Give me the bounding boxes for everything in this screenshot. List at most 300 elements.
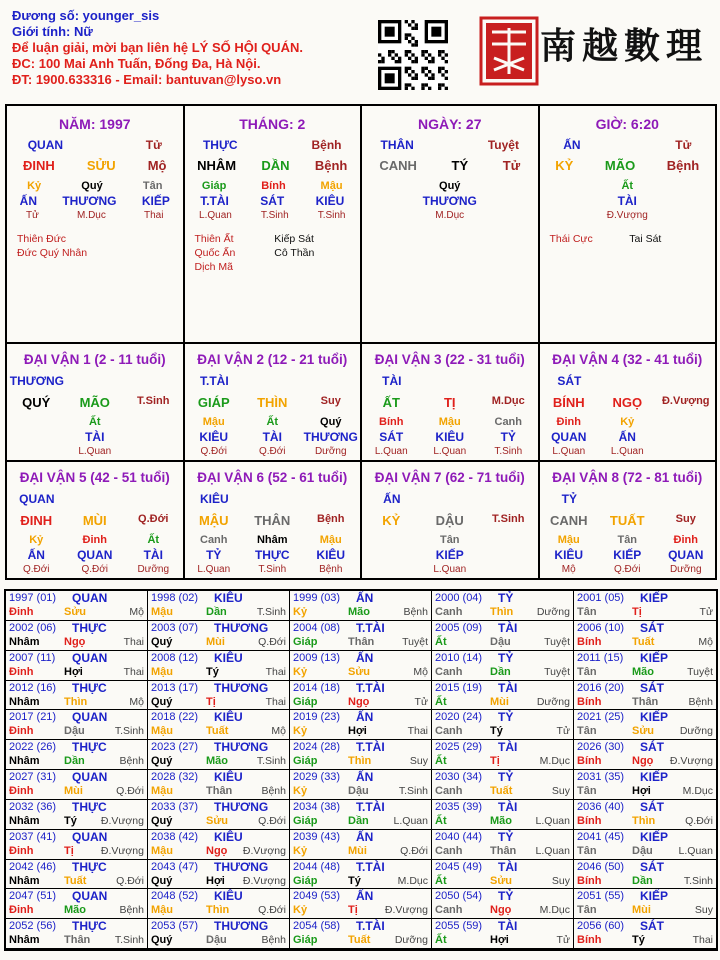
- year-cell[interactable]: [148, 681, 290, 711]
- pillar-row: [185, 180, 361, 192]
- year-ten-god: TÀI: [498, 859, 518, 874]
- luck-god-row: [7, 374, 183, 388]
- hidden-stem: Nhâm: [256, 534, 288, 546]
- year-stem: Tân: [577, 844, 597, 857]
- year-phase: Mộ: [129, 695, 144, 708]
- hidden-god: THƯƠNG: [303, 430, 358, 444]
- year-cell[interactable]: [6, 919, 148, 949]
- year-ten-god: TỶ: [498, 889, 514, 904]
- hidden-stem: Quý: [320, 416, 342, 428]
- heavenly-stem: KỶ: [555, 158, 574, 173]
- year-label: 2040 (44): [435, 830, 483, 843]
- luck-cycle-5: [7, 462, 185, 580]
- pillar-title: NGÀY: 27: [417, 116, 482, 132]
- year-label: 2020 (24): [435, 711, 483, 724]
- hidden-stem: Mậu: [319, 534, 342, 546]
- year-cell[interactable]: [432, 889, 574, 919]
- life-stage: Bệnh: [311, 138, 342, 152]
- year-branch: Ngọ: [64, 635, 86, 648]
- year-branch: Mùi: [632, 904, 651, 917]
- hidden-god: KIÊU: [199, 430, 229, 444]
- year-cell[interactable]: [432, 830, 574, 860]
- life-stage: Tử: [675, 138, 692, 152]
- year-ten-god: SÁT: [640, 919, 664, 934]
- year-label: 1998 (02): [151, 592, 199, 604]
- year-cell[interactable]: [290, 889, 432, 919]
- hidden-god: KIÊU: [554, 548, 584, 562]
- hidden-god: ẤN: [19, 194, 37, 208]
- year-label: 2009 (13): [293, 651, 341, 664]
- year-cell[interactable]: [432, 919, 574, 949]
- hidden-stem: Bính: [379, 416, 404, 428]
- year-phase: T.Sinh: [256, 755, 286, 768]
- year-branch: Ngọ: [206, 844, 228, 857]
- life-stage: Tuyệt: [487, 138, 519, 152]
- year-cell[interactable]: [574, 740, 716, 770]
- year-cell[interactable]: [432, 740, 574, 770]
- year-stem: Bính: [577, 635, 602, 648]
- year-phase: Tuyệt: [544, 635, 570, 648]
- luck-pillar-row: [540, 395, 716, 410]
- luck-title: ĐẠI VẬN 2 (12 - 21 tuổi): [197, 352, 348, 367]
- year-stem: Kỷ: [293, 665, 308, 678]
- hidden-god: [362, 548, 420, 562]
- luck-god-row: [362, 374, 538, 388]
- year-cell[interactable]: [148, 651, 290, 681]
- year-label: 2026 (30): [577, 741, 625, 754]
- year-label: 2005 (09): [435, 621, 483, 634]
- red-seal-icon: [478, 14, 540, 88]
- star-item: Cô Thần: [274, 247, 315, 259]
- ten-god: ẤN: [563, 138, 581, 152]
- year-ten-god: QUAN: [72, 770, 108, 784]
- year-cell[interactable]: [6, 651, 148, 681]
- luck-title: ĐẠI VẬN 5 (42 - 51 tuổi): [19, 470, 170, 485]
- year-stem: Canh: [435, 844, 463, 857]
- year-ten-god: T.TÀI: [356, 620, 385, 635]
- hidden-phase: T.Sinh: [317, 210, 346, 221]
- year-cell[interactable]: [290, 710, 432, 740]
- luck-hidden-row: [540, 534, 716, 546]
- hidden-stem: Tân: [617, 534, 638, 546]
- hidden-phase: Q.Đới: [22, 564, 50, 575]
- year-label: 2048 (52): [151, 890, 199, 903]
- hidden-phase: [362, 564, 420, 575]
- year-cell[interactable]: [574, 651, 716, 681]
- hidden-phase: L.Quan: [374, 446, 408, 457]
- hidden-stem: [362, 534, 420, 546]
- year-cell[interactable]: [290, 919, 432, 949]
- year-phase: Đ.Vượng: [100, 844, 144, 857]
- year-cell[interactable]: [6, 621, 148, 651]
- year-branch: Dần: [490, 665, 511, 678]
- year-phase: Đ.Vượng: [384, 904, 428, 917]
- year-stem: Quý: [151, 635, 173, 648]
- hidden-god: THỰC: [254, 548, 290, 562]
- hidden-god: [7, 430, 65, 444]
- year-phase: Thai: [265, 665, 286, 678]
- year-label: 2007 (11): [9, 651, 56, 664]
- year-label: 1999 (03): [293, 592, 341, 604]
- luck-pillar-row: [362, 513, 538, 528]
- year-ten-god: THỰC: [72, 859, 107, 874]
- year-cell[interactable]: [574, 591, 716, 621]
- year-label: 2042 (46): [9, 860, 57, 873]
- four-pillars: [7, 106, 715, 344]
- year-label: 2012 (16): [9, 681, 57, 694]
- luck-ten-god: TỶ: [561, 492, 578, 506]
- pillar-row: [362, 138, 538, 152]
- luck-phase: T.Sinh: [492, 513, 525, 525]
- luck-cycle-2: [185, 344, 363, 460]
- year-label: 2021 (25): [577, 711, 625, 724]
- hidden-god: QUAN: [551, 430, 587, 444]
- star-item: Quốc Ấn: [194, 247, 236, 259]
- year-branch: Hợi: [490, 934, 509, 947]
- year-ten-god: T.TÀI: [356, 799, 385, 814]
- year-phase: Q.Đới: [258, 635, 286, 648]
- luck-cycle-6: [185, 462, 363, 580]
- luck-hidden-gods: [540, 548, 716, 562]
- hidden-phase: L.Quan: [433, 564, 467, 575]
- hidden-stem: Mậu: [202, 416, 225, 428]
- year-cell[interactable]: [432, 860, 574, 890]
- branch-phase: Bệnh: [314, 158, 348, 173]
- year-stem: Giáp: [293, 874, 318, 887]
- star-item: Thiên Đức: [17, 233, 67, 245]
- luck-title: ĐẠI VẬN 6 (52 - 61 tuổi): [197, 470, 348, 485]
- year-phase: Bệnh: [261, 785, 286, 797]
- year-stem: Mậu: [151, 725, 173, 738]
- year-branch: Hợi: [348, 725, 367, 738]
- year-cell[interactable]: [148, 919, 290, 949]
- year-label: 2032 (36): [9, 800, 57, 813]
- ten-god: THỰC: [202, 138, 238, 152]
- year-phase: Thai: [123, 665, 144, 678]
- branch-phase: Bệnh: [666, 158, 700, 173]
- year-cell[interactable]: [6, 800, 148, 830]
- luck-stem: BÍNH: [552, 395, 585, 410]
- hidden-stem: Mậu: [438, 416, 461, 428]
- year-cell[interactable]: [574, 770, 716, 800]
- year-phase: Q.Đới: [116, 785, 144, 797]
- year-branch: Thìn: [206, 904, 230, 917]
- year-cell[interactable]: [574, 889, 716, 919]
- hidden-god: ẤN: [27, 548, 45, 562]
- year-branch: Tuất: [632, 635, 655, 648]
- year-stem: Giáp: [293, 755, 318, 768]
- year-label: 2043 (47): [151, 860, 199, 873]
- year-stem: Mậu: [151, 904, 173, 917]
- year-phase: T.Sinh: [256, 606, 286, 618]
- year-cell[interactable]: [432, 651, 574, 681]
- year-cell[interactable]: [148, 740, 290, 770]
- luck-stem: ĐINH: [20, 513, 53, 528]
- year-stem: Tân: [577, 785, 597, 797]
- year-cell[interactable]: [6, 681, 148, 711]
- star-item: Dịch Mã: [194, 261, 234, 273]
- hidden-phase: Mộ: [561, 564, 576, 575]
- year-cell[interactable]: [574, 621, 716, 651]
- year-ten-god: THƯƠNG: [214, 620, 269, 635]
- year-stem: Giáp: [293, 934, 318, 947]
- year-phase: Tuyệt: [544, 665, 570, 678]
- year-ten-god: TÀI: [498, 799, 518, 814]
- year-ten-god: SÁT: [640, 859, 664, 874]
- year-ten-god: KIÊU: [214, 650, 243, 665]
- year-ten-god: ẤN: [356, 650, 374, 665]
- luck-hidden-gods: [7, 548, 183, 562]
- year-phase: Đ.Vượng: [242, 874, 286, 887]
- year-phase: Q.Đới: [116, 874, 144, 887]
- year-phase: T.Sinh: [114, 934, 144, 947]
- luck-phase: T.Sinh: [137, 395, 170, 407]
- year-label: 2049 (53): [293, 890, 341, 903]
- luck-god-row: [7, 492, 183, 506]
- year-stem: Quý: [151, 874, 173, 887]
- year-label: 2000 (04): [435, 592, 483, 604]
- year-cell[interactable]: [574, 830, 716, 860]
- hidden-stem: Mậu: [557, 534, 580, 546]
- luck-ten-god: THƯƠNG: [9, 374, 64, 388]
- year-stem: Giáp: [293, 695, 318, 708]
- year-cell[interactable]: [574, 919, 716, 949]
- year-branch: Thân: [64, 934, 91, 947]
- year-label: 2054 (58): [293, 920, 341, 933]
- hidden-god: KIÊU: [315, 194, 345, 208]
- year-cell[interactable]: [148, 830, 290, 860]
- year-cell[interactable]: [148, 621, 290, 651]
- pillar-4: [540, 106, 716, 342]
- year-phase: Đ.Vượng: [669, 755, 713, 768]
- year-branch: Dần: [206, 606, 227, 618]
- luck-ten-god: TÀI: [382, 374, 402, 388]
- luck-pillar-row: [185, 395, 361, 410]
- year-stem: Bính: [577, 934, 602, 947]
- year-phase: T.Sinh: [683, 874, 713, 887]
- year-label: 2035 (39): [435, 800, 483, 813]
- year-cell[interactable]: [574, 860, 716, 890]
- year-cell[interactable]: [432, 710, 574, 740]
- pillar-row: [540, 210, 716, 221]
- year-ten-god: KIÊU: [214, 591, 243, 605]
- year-cell[interactable]: [290, 621, 432, 651]
- luck-hidden-gods: [7, 430, 183, 444]
- luck-hidden-row: [7, 416, 183, 428]
- year-label: 2044 (48): [293, 860, 341, 873]
- year-ten-god: ẤN: [356, 829, 374, 844]
- hidden-phase: T.Sinh: [260, 210, 289, 221]
- hidden-phase: L.Quan: [552, 446, 586, 457]
- year-ten-god: T.TÀI: [356, 859, 385, 874]
- year-label: 2051 (55): [577, 890, 625, 903]
- year-phase: Mộ: [698, 635, 713, 648]
- hidden-stem: Quý: [439, 180, 461, 192]
- year-cell[interactable]: [6, 770, 148, 800]
- hidden-phase: Q.Đới: [258, 446, 286, 457]
- star-column: [550, 232, 630, 246]
- year-branch: Thân: [490, 844, 517, 857]
- luck-pillar-row: [185, 513, 361, 528]
- year-cell[interactable]: [148, 860, 290, 890]
- year-ten-god: KIÊU: [214, 889, 243, 904]
- pillar-2: [185, 106, 363, 342]
- year-ten-god: ẤN: [356, 591, 374, 605]
- year-cell[interactable]: [6, 740, 148, 770]
- year-stem: Đinh: [9, 785, 34, 797]
- year-cell[interactable]: [574, 681, 716, 711]
- year-branch: Sửu: [490, 874, 513, 887]
- year-cell[interactable]: [574, 800, 716, 830]
- luck-branch: DẬU: [435, 513, 464, 528]
- luck-cycle-1: [7, 344, 185, 460]
- hidden-phase: Dưỡng: [314, 446, 347, 457]
- year-cell[interactable]: [432, 591, 574, 621]
- year-cell[interactable]: [6, 710, 148, 740]
- luck-ten-god: QUAN: [19, 492, 55, 506]
- year-ten-god: SÁT: [640, 799, 664, 814]
- qr-code-icon[interactable]: [378, 20, 448, 90]
- year-cell[interactable]: [432, 681, 574, 711]
- year-stem: Giáp: [293, 635, 318, 648]
- year-cell[interactable]: [6, 860, 148, 890]
- year-stem: Bính: [577, 874, 602, 887]
- year-label: 2027 (31): [9, 771, 57, 783]
- year-cell[interactable]: [290, 860, 432, 890]
- header-line: Giới tính: Nữ: [12, 24, 93, 39]
- star-list: [195, 232, 355, 274]
- year-label: 2003 (07): [151, 621, 199, 634]
- luck-hidden-row: [185, 534, 361, 546]
- year-cell[interactable]: [6, 889, 148, 919]
- earthly-branch: DẦN: [261, 158, 290, 173]
- year-label: 2055 (59): [435, 920, 483, 933]
- year-stem: Ất: [435, 934, 447, 947]
- yearly-table: [4, 589, 718, 951]
- hidden-phase: L.Quan: [610, 446, 644, 457]
- luck-title: ĐẠI VẬN 3 (22 - 31 tuổi): [374, 352, 525, 367]
- year-label: 2013 (17): [151, 681, 199, 694]
- hidden-stem: [124, 416, 182, 428]
- year-cell[interactable]: [574, 710, 716, 740]
- star-column: [274, 232, 354, 274]
- pillar-row: [362, 158, 538, 173]
- year-cell[interactable]: [290, 800, 432, 830]
- year-ten-god: KIÊU: [214, 829, 243, 844]
- hidden-god: [124, 430, 182, 444]
- hidden-stem: Kỷ: [620, 416, 635, 428]
- hidden-stem: Kỷ: [27, 180, 42, 192]
- year-phase: Thai: [692, 934, 713, 947]
- header-line: Để luận giải, mời bạn liên hệ LÝ SỐ HỘI QUÁN.: [12, 40, 303, 55]
- year-label: 2036 (40): [577, 800, 625, 813]
- year-stem: Đinh: [9, 665, 34, 678]
- year-phase: Dưỡng: [536, 695, 570, 708]
- year-branch: Tị: [64, 844, 74, 857]
- year-branch: Dậu: [348, 785, 369, 797]
- hidden-stem: Kỷ: [29, 534, 44, 546]
- year-ten-god: TỶ: [498, 710, 514, 725]
- year-ten-god: ẤN: [356, 770, 374, 784]
- year-cell[interactable]: [432, 770, 574, 800]
- year-phase: Q.Đới: [685, 814, 713, 827]
- year-branch: Thìn: [64, 695, 88, 708]
- year-ten-god: KIÊU: [214, 770, 243, 784]
- year-branch: Dậu: [490, 635, 511, 648]
- year-cell[interactable]: [290, 681, 432, 711]
- luck-hidden-gods: [185, 430, 361, 444]
- pillar-row: [185, 194, 361, 208]
- hidden-stem: [479, 534, 537, 546]
- year-stem: Quý: [151, 695, 173, 708]
- year-cell[interactable]: [290, 770, 432, 800]
- year-stem: Mậu: [151, 844, 173, 857]
- luck-hidden-phases: [540, 446, 716, 457]
- year-stem: Nhâm: [9, 755, 40, 768]
- year-phase: Bệnh: [403, 606, 428, 618]
- pillar-row: [7, 194, 183, 208]
- hidden-god: TỶ: [500, 430, 516, 444]
- year-phase: Mộ: [271, 725, 286, 738]
- pillar-row: [540, 194, 716, 208]
- year-phase: Thai: [265, 695, 286, 708]
- hidden-phase: L.Quan: [197, 564, 231, 575]
- hidden-stem: Mậu: [320, 180, 343, 192]
- year-cell[interactable]: [148, 889, 290, 919]
- hidden-phase: Thai: [143, 210, 164, 221]
- branch-phase: Mộ: [147, 158, 167, 173]
- year-cell[interactable]: [432, 621, 574, 651]
- year-label: 2006 (10): [577, 621, 625, 634]
- year-cell[interactable]: [148, 800, 290, 830]
- year-stem: Nhâm: [9, 934, 40, 947]
- year-cell[interactable]: [148, 710, 290, 740]
- hidden-stem: Quý: [81, 180, 103, 192]
- year-ten-god: KIẾP: [640, 650, 669, 665]
- luck-hidden-row: [362, 416, 538, 428]
- year-cell[interactable]: [290, 830, 432, 860]
- luck-god-row: [185, 374, 361, 388]
- year-phase: Q.Đới: [400, 844, 428, 857]
- year-phase: M.Dục: [539, 904, 570, 917]
- year-label: 2029 (33): [293, 771, 341, 783]
- hidden-god: SÁT: [260, 194, 285, 208]
- year-branch: Tuất: [348, 934, 371, 947]
- year-label: 2056 (60): [577, 920, 625, 933]
- year-label: 2024 (28): [293, 741, 341, 754]
- hidden-god: T.TÀI: [200, 194, 229, 208]
- year-cell[interactable]: [148, 591, 290, 621]
- year-stem: Nhâm: [9, 695, 40, 708]
- year-ten-god: THƯƠNG: [214, 680, 269, 695]
- year-label: 2053 (57): [151, 920, 199, 933]
- pillar-row: [362, 180, 538, 192]
- year-cell[interactable]: [148, 770, 290, 800]
- hidden-stem: Đinh: [82, 534, 107, 546]
- luck-hidden-phases: [7, 446, 183, 457]
- year-cell[interactable]: [290, 740, 432, 770]
- year-cell[interactable]: [432, 800, 574, 830]
- year-branch: Tuất: [490, 785, 513, 797]
- year-cell[interactable]: [290, 591, 432, 621]
- year-cell[interactable]: [290, 651, 432, 681]
- hidden-phase: L.Quan: [199, 210, 232, 221]
- year-ten-god: QUAN: [72, 650, 108, 665]
- year-branch: Mão: [490, 814, 512, 827]
- year-stem: Đinh: [9, 844, 34, 857]
- year-cell[interactable]: [6, 591, 148, 621]
- year-cell[interactable]: [6, 830, 148, 860]
